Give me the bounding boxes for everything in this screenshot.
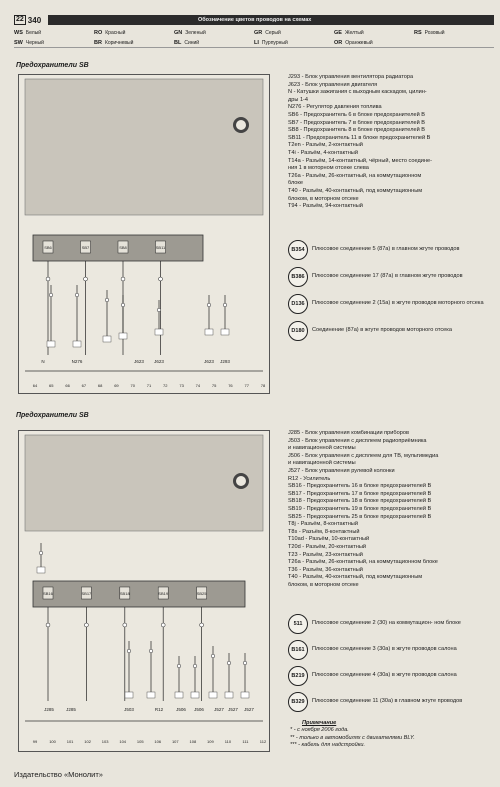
connection-text: Плюсовое соединение 5 (87а) в главном жгуте проводов: [312, 246, 460, 253]
connection-entry: [288, 321, 494, 341]
grid-number: 108: [189, 739, 197, 744]
connector-pin: [207, 303, 211, 307]
connector-pin: [159, 277, 163, 281]
connection-entry: [288, 240, 494, 260]
note-line: * - с ноября 2006 года.: [290, 727, 349, 734]
grid-number: 66: [65, 383, 70, 388]
component-label: J293: [220, 359, 230, 364]
connection-id-badge: B329: [288, 692, 308, 712]
fuse-label: SB18: [119, 591, 130, 596]
component-box: [191, 692, 199, 698]
grid-number: 102: [84, 739, 91, 744]
wire-color-legend: [14, 28, 494, 48]
component-label: N: [41, 359, 45, 364]
component-label: J623: [134, 359, 144, 364]
grid-number: 77: [244, 383, 249, 388]
publisher-footer: Издательство «Монолит»: [14, 770, 103, 779]
description-line: R12 - Усилитель: [288, 475, 331, 482]
fuse-label: SB19: [158, 591, 169, 596]
description-line: T40 - Разъём, 40-контактный, под коммутационным: [288, 574, 423, 581]
component-label: N276: [71, 359, 83, 364]
legend-code: LI: [254, 40, 259, 46]
description-line: T8s - Разъём, 8-контактный: [288, 528, 360, 535]
connector-pin: [121, 277, 125, 281]
page-number-text: 340: [27, 15, 42, 25]
component-box: [47, 341, 55, 347]
description-line: блоком, в моторном отсеке: [288, 195, 359, 202]
header-title: Обозначение цветов проводов на схемах: [48, 15, 494, 25]
legend-item: [254, 38, 334, 48]
connection-text: Плюсовое соединение 2 (15а) в жгуте проводов моторного отсека: [312, 300, 484, 307]
connection-id-badge: B386: [288, 267, 308, 287]
grid-number: 106: [154, 739, 162, 744]
grid-number: 78: [260, 383, 266, 388]
legend-color-name: Коричневый: [104, 40, 134, 46]
fuse-label: SB25: [196, 591, 207, 596]
description-line: блоком, в моторном отсеке: [288, 581, 359, 588]
description-line: T2en - Разъём, 2-контактный: [288, 142, 363, 149]
component-label: R12: [154, 707, 164, 712]
grid-number: 68: [97, 383, 103, 388]
legend-color-name: Красный: [105, 30, 126, 36]
grid-number: 107: [171, 739, 179, 744]
legend-item: [94, 38, 174, 48]
component-label: J285: [66, 707, 76, 712]
grid-number: 109: [207, 739, 214, 744]
component-label: J527: [244, 707, 254, 712]
component-box: [37, 567, 45, 573]
legend-color-name: Пурпурный: [261, 40, 288, 46]
connector-pin: [84, 277, 88, 281]
description-line: T8j - Разъём, 8-контактный: [288, 521, 358, 528]
description-line: J527 - Блок управления рулевой колонки: [288, 467, 395, 474]
grid-number: 65: [49, 383, 54, 388]
grid-number: 70: [130, 383, 135, 388]
connection-entry: [288, 294, 494, 314]
description-list-1: [288, 74, 494, 211]
legend-item: [14, 28, 94, 38]
page-header: [14, 14, 494, 26]
legend-code: GE: [334, 30, 342, 36]
description-line: J506 - Блок управления с дисплеем для ТВ, мультимедиа: [288, 452, 439, 459]
description-line: SB17 - Предохранитель 17 в блоке предохранителей B: [288, 490, 432, 497]
connection-id-badge: D136: [288, 294, 308, 314]
component-label: J285: [44, 707, 54, 712]
note-label: Примечание: [302, 720, 337, 726]
description-line: T26a - Разъём, 26-контактный, на коммутационном блоке: [288, 559, 438, 566]
connection-text: Плюсовое соединение 3 (30а) в жгуте проводов салона: [312, 646, 457, 653]
connector-pin: [127, 649, 131, 653]
legend-code: RS: [414, 30, 422, 36]
connection-text: Плюсовое соединение 2 (30) на коммутацион- ном блоке: [312, 620, 461, 627]
grid-number: 69: [114, 383, 119, 388]
connector-pin: [75, 293, 79, 297]
component-label: J623: [204, 359, 214, 364]
legend-item: [254, 28, 334, 38]
fuse-label: SB8: [119, 245, 127, 250]
legend-code: GR: [254, 30, 263, 36]
legend-code: RO: [94, 30, 103, 36]
component-box: [241, 692, 249, 698]
legend-item: [174, 38, 254, 48]
description-line: T10ad - Разъём, 10-контактный: [288, 536, 370, 543]
legend-item: [14, 38, 94, 48]
component-box: [103, 336, 111, 342]
chapter-badge: 22: [16, 16, 24, 23]
description-line: T23 - Разъём, 23-контактный: [288, 551, 363, 558]
component-box: [119, 333, 127, 339]
fuse-label: SB6: [44, 245, 52, 250]
description-line: J285 - Блок управления комбинации приборов: [288, 430, 409, 436]
connector-pin: [49, 293, 53, 297]
connection-id-badge: D180: [288, 321, 308, 341]
description-line: J293 - Блок управления вентилятора радиатора: [288, 74, 414, 80]
description-line: ния 1 в моторном отсеке слева: [288, 165, 369, 172]
section-title-1: Предохранители SB: [16, 62, 89, 69]
grid-number: 76: [228, 383, 233, 388]
description-line: SB8 - Предохранитель 8 в блоке предохранителей B: [288, 127, 426, 134]
grid-number: 71: [146, 383, 152, 388]
component-box: [147, 692, 155, 698]
connector-pin: [243, 661, 247, 665]
legend-code: SW: [14, 40, 23, 46]
description-line: дры 1-4: [288, 96, 309, 103]
section-title-2: Предохранители SB: [16, 412, 89, 419]
description-list-2: [288, 430, 494, 589]
connection-entry: [288, 614, 494, 634]
connection-entry: [288, 640, 494, 660]
description-line: T26a - Разъём, 26-контактный, на коммутационном: [288, 172, 422, 179]
connection-entry: [288, 267, 494, 287]
connection-text: Плюсовое соединение 4 (30а) в жгуте проводов салона: [312, 672, 457, 679]
grid-number: 111: [242, 739, 249, 744]
connector-pin: [193, 664, 197, 668]
grid-number: 104: [119, 739, 127, 744]
description-line: T94 - Разъём, 94-контактный: [288, 203, 363, 210]
connector-pin: [157, 308, 161, 312]
legend-color-name: Серый: [265, 30, 281, 36]
connector-pin: [39, 551, 43, 555]
connection-entry: [288, 666, 494, 686]
connector-pin: [200, 623, 204, 627]
module-area: [25, 435, 263, 531]
legend-item: [94, 28, 174, 38]
description-line: и навигационной системы: [288, 445, 356, 452]
component-box: [175, 692, 183, 698]
note-line: ** - только в автомобилях с двигателями BLY.: [290, 734, 415, 741]
legend-item: [174, 28, 254, 38]
connector-pin: [211, 654, 215, 658]
connection-text: Плюсовое соединение 11 (30а) в главном жгуте проводов: [312, 698, 463, 705]
grid-number: 74: [195, 383, 201, 388]
connection-entry: [288, 692, 494, 712]
legend-color-name: Розовый: [424, 30, 445, 36]
connector-pin: [84, 623, 88, 627]
fuse-label: SB16: [43, 591, 53, 596]
description-line: SB6 - Предохранитель 6 в блоке предохранителей B: [288, 111, 426, 118]
grid-number: 99: [32, 739, 38, 744]
legend-code: GN: [174, 30, 183, 36]
component-label: J527: [214, 707, 224, 712]
connector-pin: [46, 623, 50, 627]
description-line: T4i - Разъём, 4-контактный: [288, 149, 358, 156]
description-line: N - Катушки зажигания с выходным каскадом, цилин-: [288, 89, 427, 96]
grid-number: 64: [32, 383, 38, 388]
description-line: SB16 - Предохранитель 16 в блоке предохранителей B: [288, 483, 432, 490]
connector-pin: [161, 623, 165, 627]
wiring-diagram-1: [18, 74, 270, 394]
grid-number: 67: [81, 383, 87, 388]
description-line: J503 - Блок управления с дисплеем радиоприёмника: [288, 437, 427, 444]
grid-number: 73: [179, 383, 184, 388]
grid-number: 105: [136, 739, 144, 744]
connection-id-badge: B354: [288, 240, 308, 260]
module-area: [25, 79, 263, 215]
description-line: T40 - Разъём, 40-контактный, под коммутационным: [288, 187, 423, 194]
component-box: [209, 692, 217, 698]
description-line: T36 - Разъём, 36-контактный: [288, 566, 363, 573]
legend-code: WS: [14, 30, 23, 36]
connection-text: Соединение (87а) в жгуте проводов моторного отсека: [312, 327, 452, 334]
description-line: и навигационной системы: [288, 460, 356, 467]
description-line: SB11 - Предохранитель 11 в блоке предохранителей B: [288, 134, 431, 141]
legend-color-name: Черный: [25, 40, 44, 46]
connector-pin: [223, 303, 227, 307]
description-line: SB18 - Предохранитель 18 в блоке предохранителей B: [288, 498, 432, 505]
connection-id-badge: B161: [288, 640, 308, 660]
component-box: [205, 329, 213, 335]
wiring-diagram-2: [18, 430, 270, 752]
connector-pin: [149, 649, 153, 653]
vw-logo-inner: [236, 120, 246, 130]
component-box: [225, 692, 233, 698]
grid-number: 101: [66, 739, 74, 744]
legend-color-name: Зеленый: [185, 30, 206, 36]
component-box: [155, 329, 163, 335]
grid-number: 103: [101, 739, 109, 744]
component-label: J506: [194, 707, 204, 712]
connector-pin: [177, 664, 181, 668]
vw-logo-inner: [236, 476, 246, 486]
component-box: [73, 341, 81, 347]
connection-text: Плюсовое соединение 17 (87а) в главном жгуте проводов: [312, 273, 463, 280]
legend-color-name: Синий: [184, 40, 200, 46]
description-line: блоке: [288, 180, 304, 187]
page-number: [14, 15, 48, 25]
grid-number: 110: [224, 739, 232, 744]
legend-color-name: Оранжевый: [345, 40, 373, 46]
legend-code: BR: [94, 40, 102, 46]
component-label: J527: [228, 707, 238, 712]
connector-pin: [227, 661, 231, 665]
legend-item: [334, 38, 414, 48]
description-line: T14a - Разъём, 14-контактный, чёрный, место соедине-: [288, 157, 432, 164]
description-line: SB19 - Предохранитель 19 в блоке предохранителей B: [288, 505, 432, 512]
legend-item: [334, 28, 414, 38]
notes-block: [290, 720, 494, 750]
grid-number: 75: [211, 383, 217, 388]
grid-number: 100: [49, 739, 56, 744]
legend-code: OR: [334, 40, 343, 46]
grid-number: 72: [163, 383, 168, 388]
legend-item: [414, 28, 494, 38]
legend-code: BL: [174, 40, 182, 46]
connector-pin: [121, 303, 125, 307]
description-line: N276 - Регулятор давления топлива: [288, 104, 382, 111]
component-label: J503: [124, 707, 134, 712]
description-line: J623 - Блок управления двигателя: [288, 81, 378, 88]
fuse-label: SB7: [81, 245, 90, 250]
fuse-block: [33, 581, 245, 607]
legend-item: [414, 38, 494, 48]
component-box: [221, 329, 229, 335]
description-line: SB7 - Предохранитель 7 в блоке предохранителей B: [288, 119, 426, 126]
connector-pin: [123, 623, 127, 627]
fuse-label: SB11: [155, 245, 166, 250]
component-label: J506: [176, 707, 186, 712]
fuse-label: SB17: [81, 591, 92, 596]
connection-id-badge: B219: [288, 666, 308, 686]
legend-color-name: Желтый: [344, 30, 364, 36]
note-line: *** - кабель для надстройки.: [290, 742, 366, 749]
component-box: [125, 692, 133, 698]
legend-color-name: Белый: [25, 30, 42, 36]
connector-pin: [105, 298, 109, 302]
description-line: T20d - Разъём, 20-контактный: [288, 543, 367, 550]
description-line: SB25 - Предохранитель 25 в блоке предохранителей B: [288, 513, 432, 520]
connection-id-badge: 511: [288, 614, 308, 634]
connector-pin: [46, 277, 50, 281]
component-label: J623: [154, 359, 164, 364]
grid-number: 112: [259, 739, 267, 744]
